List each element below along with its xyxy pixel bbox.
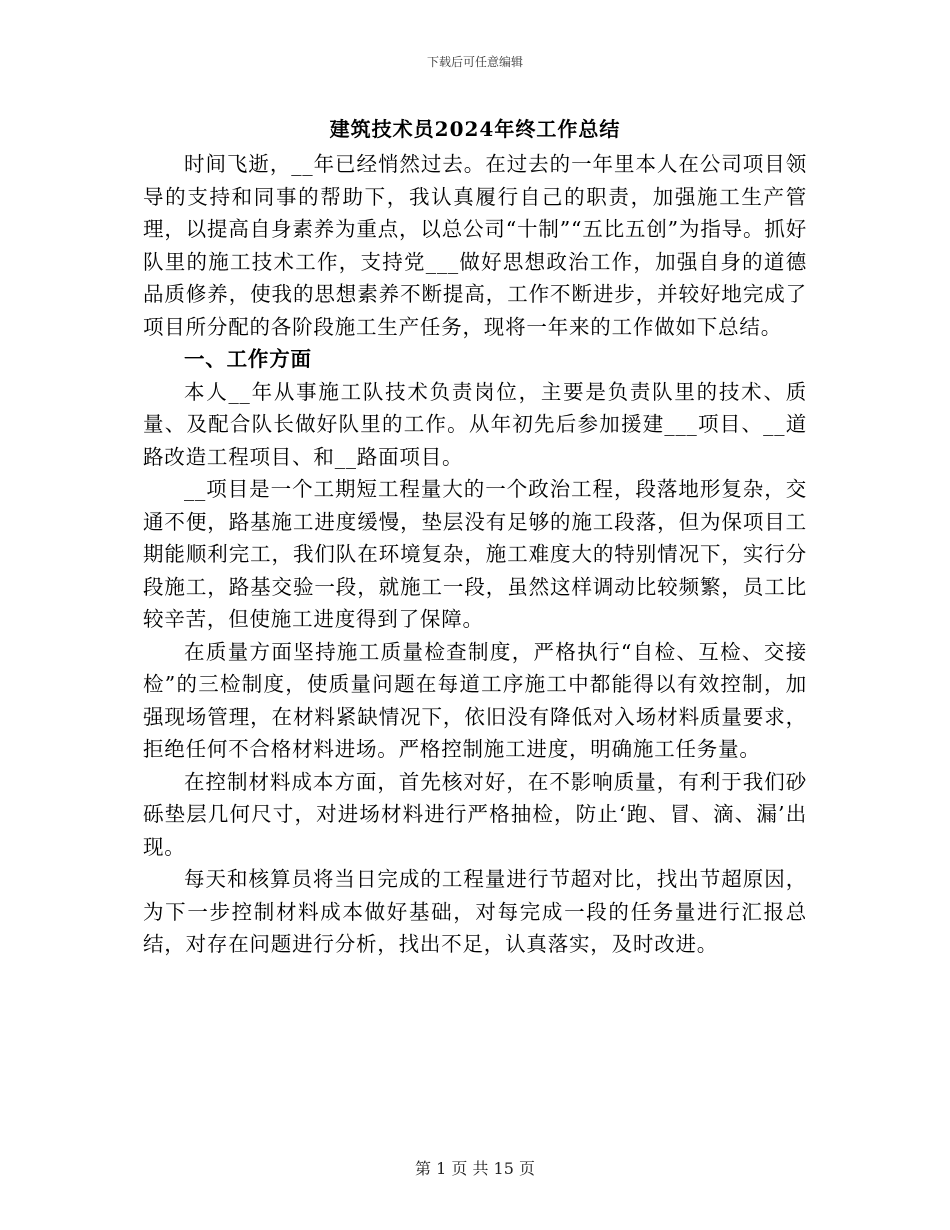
section-heading-work: 一、工作方面: [184, 347, 312, 371]
page-number: 第 1 页 共 15 页: [415, 1159, 535, 1178]
document-title: 建筑技术员2024年终工作总结: [329, 117, 621, 141]
paragraph-role: 本人__年从事施工队技术负责岗位，主要是负责队里的技术、质量、及配合队长做好队里的工作。从年初先后参加援建___项目、__道路改造工程项目、和__路面项目。: [143, 379, 807, 469]
paragraph-project: __项目是一个工期短工程量大的一个政治工程，段落地形复杂，交通不便，路基施工进度缓慢，垫层没有足够的施工段落，但为保项目工期能顺利完工，我们队在环境复杂，施工难度大的特别情况下，实行分段施工，路基交验一段，就施工一段，虽然这样调动比较频繁，员工比较辛苦，但使施工进度得到了保障。: [143, 477, 807, 631]
paragraph-quality: 在质量方面坚持施工质量检查制度，严格执行“自检、互检、交接检”的三检制度，使质量问题在每道工序施工中都能得以有效控制，加强现场管理，在材料紧缺情况下，依旧没有降低对入场材料质量要求，拒绝任何不合格材料进场。严格控制施工进度，明确施工任务量。: [143, 639, 807, 761]
paragraph-cost: 在控制材料成本方面，首先核对好，在不影响质量，有利于我们砂砾垫层几何尺寸，对进场材料进行严格抽检，防止‘跑、冒、滴、漏’出现。: [143, 769, 807, 859]
page-header-note: 下载后可任意编辑: [426, 55, 523, 69]
paragraph-accounting: 每天和核算员将当日完成的工程量进行节超对比，找出节超原因，为下一步控制材料成本做好基础，对每完成一段的任务量进行汇报总结，对存在问题进行分析，找出不足，认真落实，及时改进。: [143, 867, 807, 956]
paragraph-intro: 时间飞逝，__年已经悄然过去。在过去的一年里本人在公司项目领导的支持和同事的帮助下，我认真履行自己的职责，加强施工生产管理，以提高自身素养为重点，以总公司“十制”“五比五创”为指导。抓好队里的施工技术工作，支持党___做好思想政治工作，加强自身的道德品质修养，使我的思想素养不断提高，工作不断进步，并较好地完成了项目所分配的各阶段施工生产任务，现将一年来的工作做如下总结。: [143, 152, 807, 339]
document-body: [143, 148, 807, 961]
